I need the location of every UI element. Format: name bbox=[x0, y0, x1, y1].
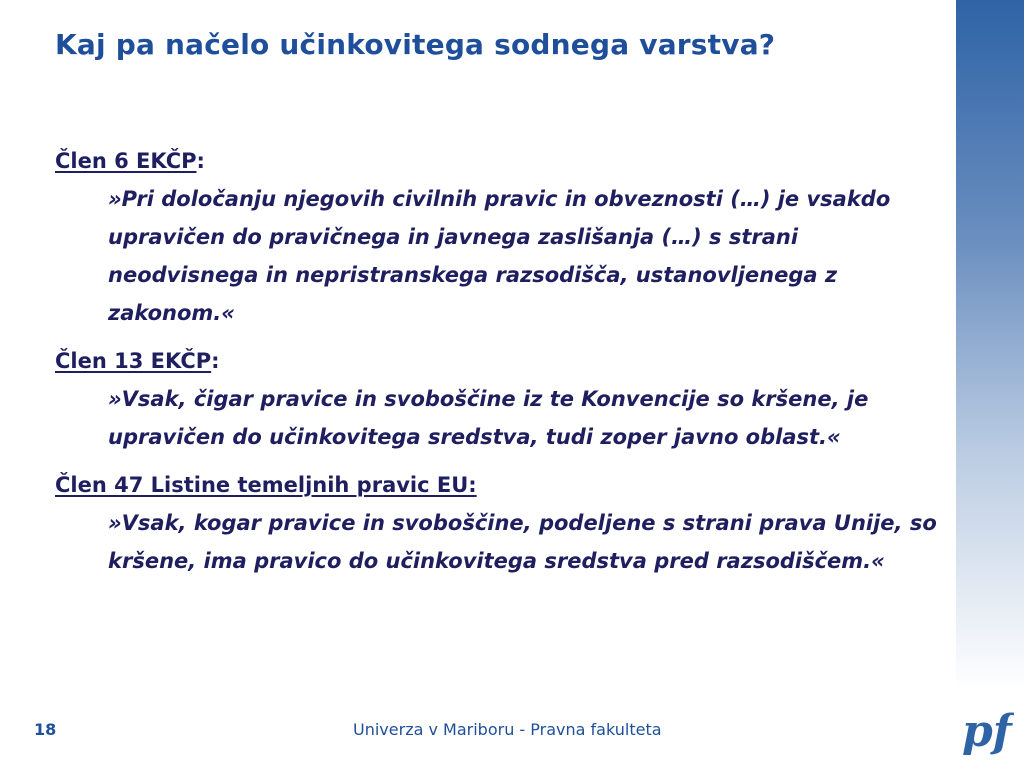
article-6-quote: »Pri določanju njegovih civilnih pravic in obveznosti (…) je vsakdo upravičen do pravičnega in javnega zaslišanja (…) s strani neodvisnega in nepristranskega razsodišča, ustanovljenega z zakonom.« bbox=[108, 187, 891, 325]
page-number: 18 bbox=[34, 720, 57, 739]
pf-logo-icon bbox=[958, 700, 1014, 760]
slide-title: Kaj pa načelo učinkovitega sodnega varstva? bbox=[55, 28, 776, 61]
article-47-quote: »Vsak, kogar pravice in svoboščine, podeljene s strani prava Unije, so kršene, ima pravico do učinkovitega sredstva pred razsodiščem.« bbox=[108, 511, 937, 573]
slide-content bbox=[55, 142, 940, 580]
section-heading bbox=[55, 466, 940, 504]
article-13-link[interactable]: Člen 13 EKČP bbox=[55, 349, 212, 373]
section-spacer bbox=[55, 332, 940, 342]
section-heading bbox=[55, 342, 940, 380]
section-article-47 bbox=[55, 466, 940, 580]
article-13-quote: »Vsak, čigar pravice in svoboščine iz te Konvencije so kršene, je upravičen do učinkovitega sredstva, tudi zoper javno oblast.« bbox=[108, 387, 869, 449]
heading-colon: : bbox=[211, 349, 220, 373]
article-47-link[interactable]: Člen 47 Listine temeljnih pravic EU: bbox=[55, 473, 477, 497]
logo-text: pf bbox=[962, 706, 1012, 757]
decorative-sidebar-gradient bbox=[956, 0, 1024, 690]
heading-colon: : bbox=[196, 149, 205, 173]
section-article-13 bbox=[55, 342, 940, 456]
article-6-link[interactable]: Člen 6 EKČP bbox=[55, 149, 197, 173]
section-article-6 bbox=[55, 142, 940, 332]
section-heading bbox=[55, 142, 940, 180]
section-spacer bbox=[55, 456, 940, 466]
footer-institution: Univerza v Mariboru - Pravna fakulteta bbox=[353, 720, 662, 739]
